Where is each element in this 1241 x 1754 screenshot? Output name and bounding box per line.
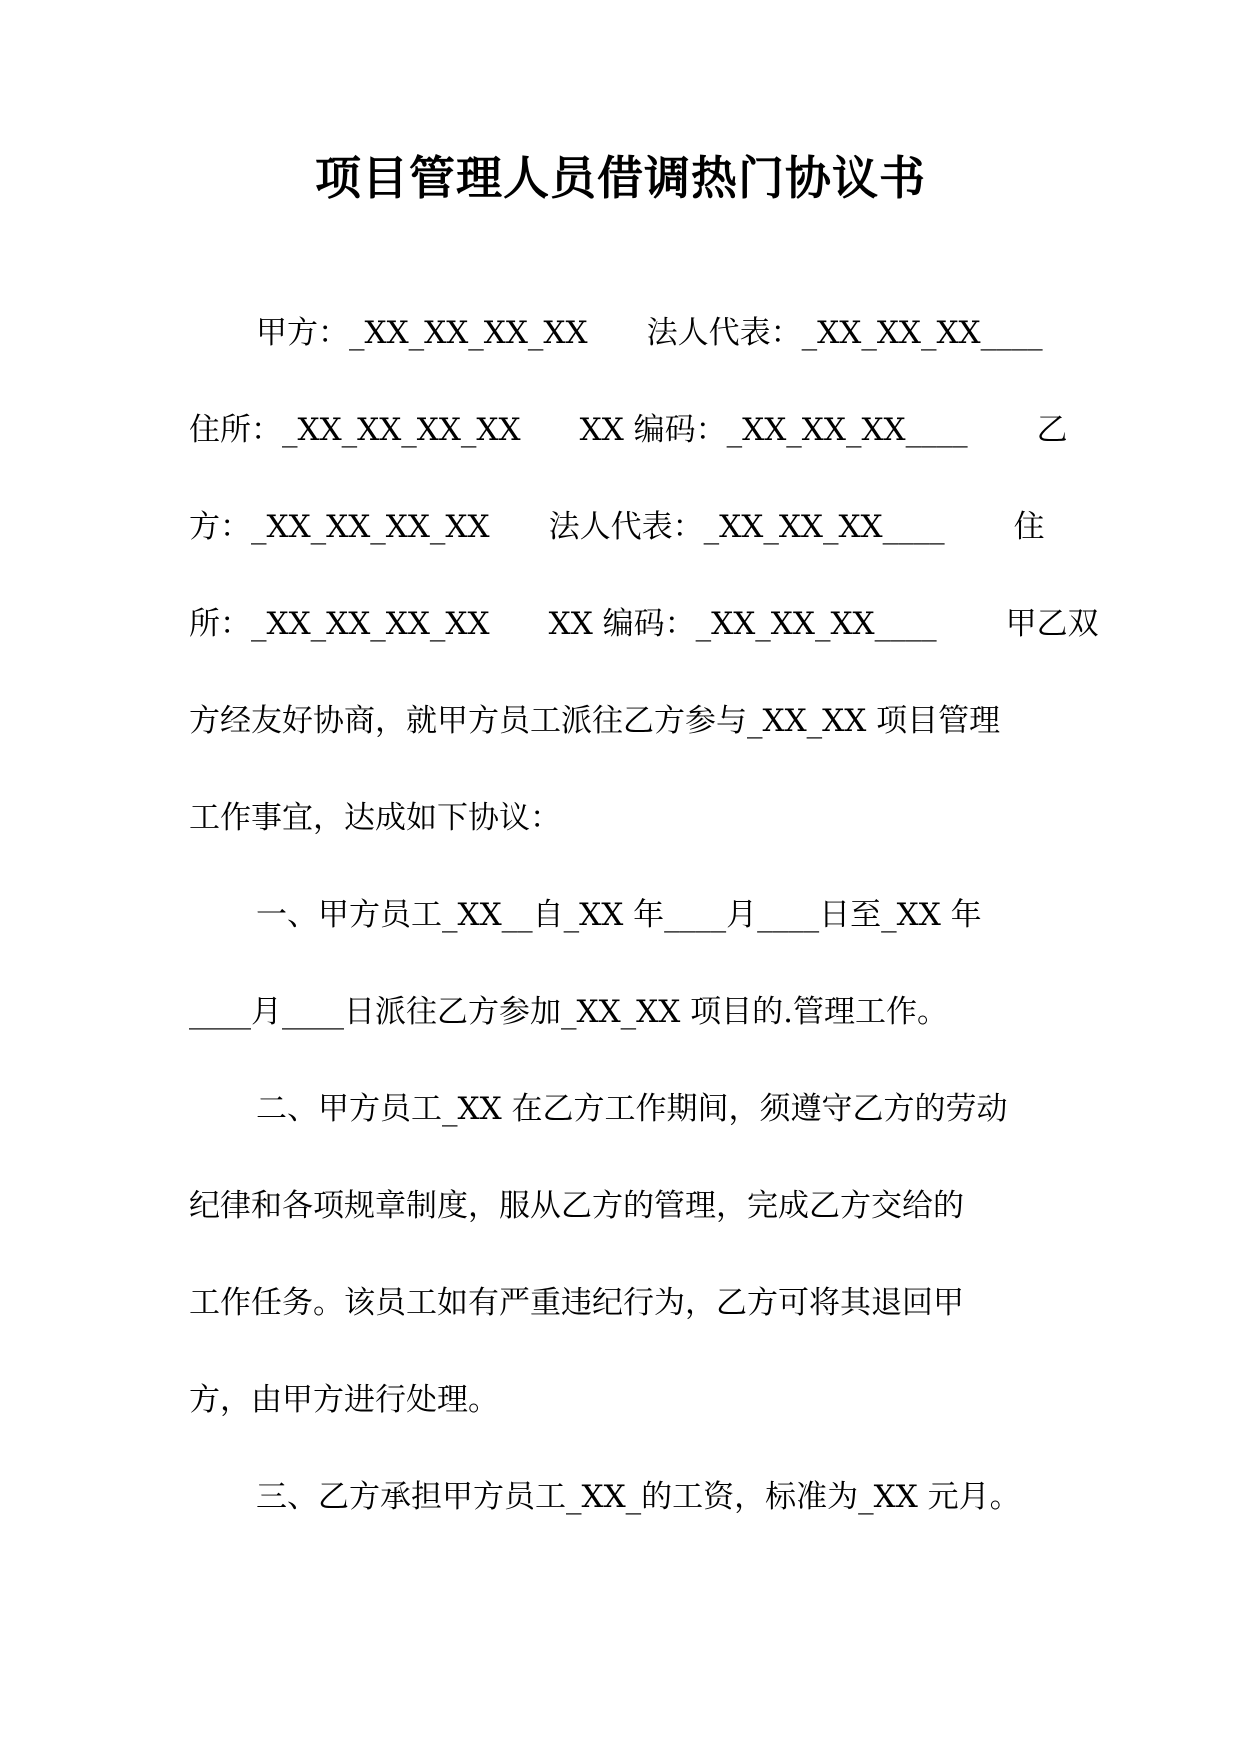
text-line: 方：_XX_XX_XX_XX 法人代表：_XX_XX_XX____ 住 [189,509,1045,545]
text-line: ____月____日派往乙方参加_XX_XX 项目的.管理工作。 [189,994,948,1030]
text-line: 甲方：_XX_XX_XX_XX 法人代表：_XX_XX_XX____ [256,315,1043,351]
text-line: 工作事宜，达成如下协议： [189,800,561,836]
text-line: 方，由甲方进行处理。 [189,1382,499,1418]
text-line: 住所：_XX_XX_XX_XX XX 编码：_XX_XX_XX____ 乙 [189,412,1068,448]
text-line: 所：_XX_XX_XX_XX XX 编码：_XX_XX_XX____ 甲乙双 [189,606,1099,642]
text-line: 方经友好协商，就甲方员工派往乙方参与_XX_XX 项目管理 [189,703,1001,739]
text-line: 一、甲方员工_XX__自_XX 年____月____日至_XX 年 [256,897,982,933]
text-line: 工作任务。该员工如有严重违纪行为，乙方可将其退回甲 [189,1285,964,1321]
text-line: 三、乙方承担甲方员工_XX_的工资，标准为_XX 元月。 [256,1479,1021,1515]
text-line: 纪律和各项规章制度，服从乙方的管理，完成乙方交给的 [189,1188,964,1224]
text-line: 二、甲方员工_XX 在乙方工作期间，须遵守乙方的劳动 [256,1091,1008,1127]
document-title: 项目管理人员借调热门协议书 [315,151,926,205]
